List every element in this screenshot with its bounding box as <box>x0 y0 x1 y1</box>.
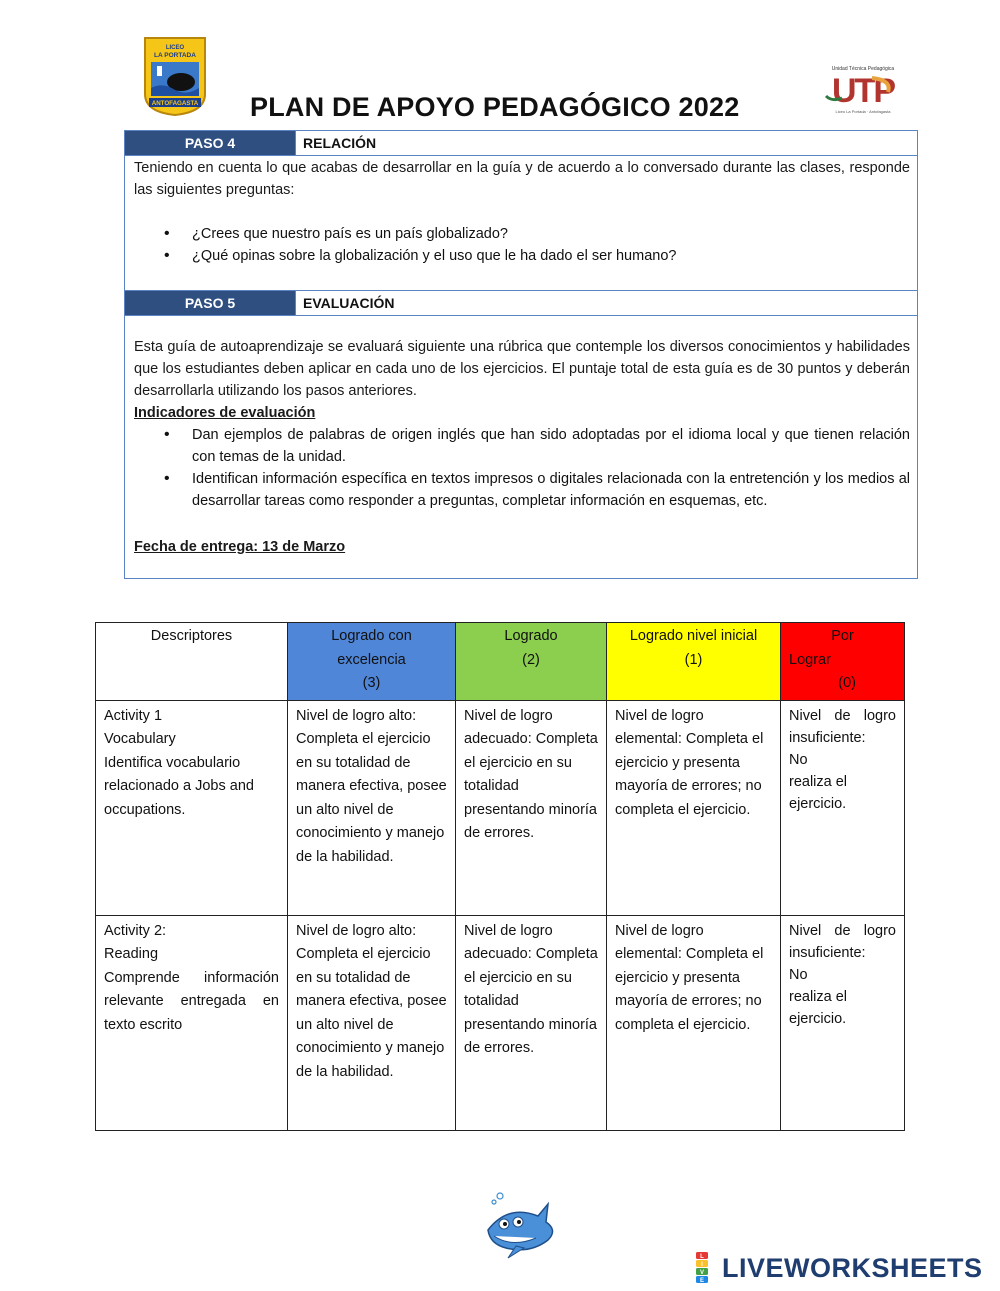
school-crest-icon <box>143 36 207 116</box>
header-line: (3) <box>362 675 381 691</box>
header-line: (1) <box>684 651 703 668</box>
excelencia-cell: Nivel de logro alto: Completa el ejercicio en su totalidad de manera efectiva, posee un alto nivel de conocimiento y manejo de la habilidad. <box>288 915 456 1130</box>
header-logrado <box>456 623 607 701</box>
por-lograr-cell <box>781 700 905 915</box>
indicators-heading: Indicadores de evaluación <box>134 405 316 421</box>
steps-box <box>124 130 918 579</box>
brand-letter: L <box>700 1253 704 1260</box>
liveworksheets-text[interactable]: LIVEWORKSHEETS <box>722 1252 983 1283</box>
utp-caption: Unidad Técnica Pedagógica <box>831 66 895 72</box>
header-line: Descriptores <box>150 628 233 644</box>
utp-subcaption: Liceo La Portada · Antofagasta <box>835 109 891 114</box>
por-lograr-line: realiza el ejercicio. <box>789 773 848 812</box>
rubric-table <box>95 622 905 1131</box>
header-excelencia <box>288 623 456 701</box>
list-item: • Identifican información específica en textos impresos o digitales relacionada con la entretención y los medios al desarrollar tareas como responder a preguntas, completar información en esquemas, etc. <box>134 468 910 512</box>
header-line: Logrado <box>504 628 558 644</box>
liveworksheets-logo-icon <box>696 1252 722 1284</box>
list-item: • ¿Qué opinas sobre la globalización y el uso que le ha dado el ser humano? <box>134 245 910 267</box>
paso5-header <box>125 290 917 316</box>
inicial-cell: Nivel de logro elemental: Completa el ejercicio y presenta mayoría de errores; no completa el ejercicio. <box>607 915 781 1130</box>
brand-letter: I <box>701 1261 703 1268</box>
utp-logo-icon <box>822 62 904 118</box>
table-row <box>96 915 905 1130</box>
descriptor-line: Activity 1 <box>104 707 163 724</box>
descriptor-cell <box>96 700 288 915</box>
header-line: (0) <box>838 675 856 691</box>
por-lograr-line: Nivel de logro insuficiente: <box>789 707 896 746</box>
rubric-header-row <box>96 623 905 701</box>
descriptor-line: Vocabulary <box>104 731 176 747</box>
descriptor-cell <box>96 915 288 1130</box>
shark-mascot-icon <box>478 1190 564 1260</box>
inicial-cell: Nivel de logro elemental: Completa el ejercicio y presenta mayoría de errores; no completa el ejercicio. <box>607 700 781 915</box>
utp-letters: UTP <box>832 72 894 110</box>
brand-letter: V <box>699 1269 705 1276</box>
indicators-list <box>134 424 910 512</box>
paso5-badge: PASO 5 <box>125 291 296 315</box>
por-lograr-line: realiza el ejercicio. <box>789 988 848 1027</box>
header-line: Logrado con <box>331 628 412 644</box>
descriptor-line: Activity 2: <box>104 922 167 939</box>
header-line: excelencia <box>337 651 406 668</box>
header-line: (2) <box>522 651 540 668</box>
descriptor-line: Identifica vocabulario relacionado a Jobs and occupations. <box>104 754 254 818</box>
header-descriptores <box>96 623 288 701</box>
paso5-intro: Esta guía de autoaprendizaje se evaluará siguiente una rúbrica que contemple los diversos conocimientos y habilidades que los estudiantes deben aplicar en cada uno de los ejercicios. El puntaje total de esta guía es de 30 puntos y deberán desarrollarla utilizando los pasos anteriores. <box>134 339 910 399</box>
logrado-cell: Nivel de logro adecuado: Completa el ejercicio en su totalidad presentando minoría de errores. <box>456 700 607 915</box>
header-line: Logrado nivel inicial <box>629 628 758 644</box>
por-lograr-cell <box>781 915 905 1130</box>
crest-line-2: LA PORTADA <box>154 52 196 59</box>
header-inicial <box>607 623 781 701</box>
paso4-intro: Teniendo en cuenta lo que acabas de desarrollar en la guía y de acuerdo a lo conversado durante las clases, responde las siguientes preguntas: <box>134 160 910 198</box>
paso4-badge: PASO 4 <box>125 131 296 155</box>
paso4-questions <box>134 223 910 267</box>
header-por-lograr <box>781 623 905 701</box>
crest-line-1: LICEO <box>165 45 185 51</box>
liveworksheets-brand <box>696 1252 983 1284</box>
descriptor-line: Reading <box>104 946 159 962</box>
por-lograr-line: Nivel de logro insuficiente: <box>789 922 896 961</box>
por-lograr-line: No <box>789 966 808 983</box>
por-lograr-line: No <box>789 751 808 768</box>
crest-line-3: ANTOFAGASTA <box>151 100 199 107</box>
due-date: Fecha de entrega: 13 de Marzo <box>134 539 346 555</box>
brand-letter: E <box>699 1277 705 1284</box>
header-line: Lograr <box>789 651 831 668</box>
table-row <box>96 700 905 915</box>
list-item: • ¿Crees que nuestro país es un país globalizado? <box>134 223 910 245</box>
descriptor-line: Comprende información relevante entregada en texto escrito <box>104 969 279 1033</box>
logrado-cell: Nivel de logro adecuado: Completa el ejercicio en su totalidad presentando minoría de errores. <box>456 915 607 1130</box>
excelencia-cell: Nivel de logro alto: Completa el ejercicio en su totalidad de manera efectiva, posee un alto nivel de conocimiento y manejo de la habilidad. <box>288 700 456 915</box>
paso4-header <box>125 131 917 156</box>
paso5-title: EVALUACIÓN <box>303 295 395 311</box>
header-line: Por <box>831 628 854 644</box>
page-title: PLAN DE APOYO PEDAGÓGICO 2022 <box>250 92 740 122</box>
list-item: • Dan ejemplos de palabras de origen inglés que han sido adoptadas por el idioma local y que tienen relación con temas de la unidad. <box>134 424 910 468</box>
paso4-title: RELACIÓN <box>303 135 377 151</box>
